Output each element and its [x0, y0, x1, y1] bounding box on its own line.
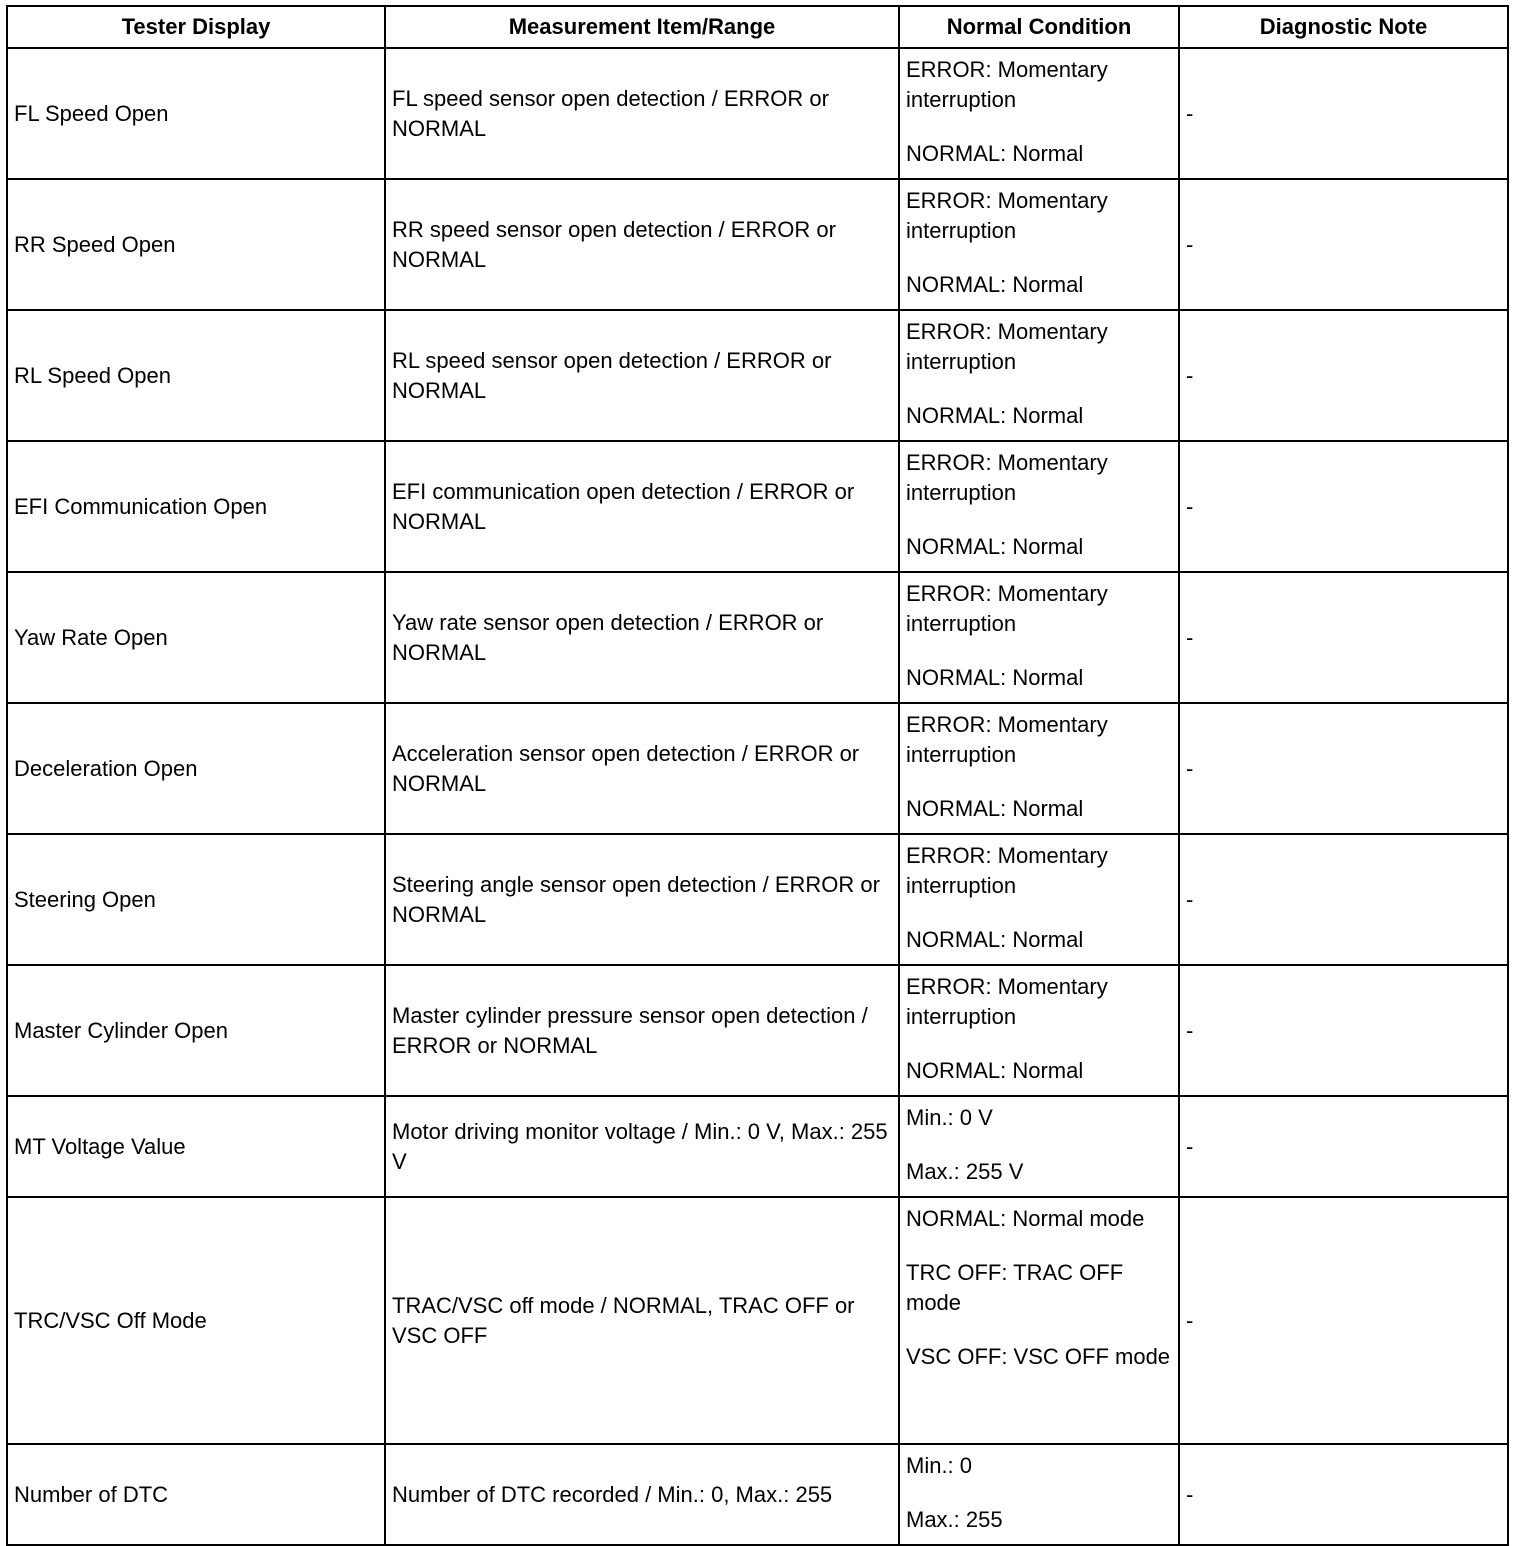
condition-line: NORMAL: Normal [906, 665, 1084, 690]
measurement-item-cell: Motor driving monitor voltage / Min.: 0 V, Max.: 255 V [385, 1096, 899, 1197]
tester-display-cell: Steering Open [7, 834, 385, 965]
condition-line: ERROR: Momentary interruption [906, 188, 1108, 243]
diagnostic-note-cell: - [1179, 1197, 1508, 1444]
condition-line: NORMAL: Normal [906, 796, 1084, 821]
normal-condition-cell [899, 441, 1179, 572]
diagnostic-note-cell: - [1179, 48, 1508, 179]
diagnostic-note-cell: - [1179, 572, 1508, 703]
tester-display-cell: FL Speed Open [7, 48, 385, 179]
header-normal-condition: Normal Condition [899, 6, 1179, 48]
header-diagnostic-note: Diagnostic Note [1179, 6, 1508, 48]
condition-line: Min.: 0 [906, 1453, 973, 1478]
table-row [7, 572, 1508, 703]
measurement-item-cell: TRAC/VSC off mode / NORMAL, TRAC OFF or VSC OFF [385, 1197, 899, 1444]
tester-display-cell: RL Speed Open [7, 310, 385, 441]
diagnostic-note-cell: - [1179, 703, 1508, 834]
tester-display-cell: Yaw Rate Open [7, 572, 385, 703]
table-row [7, 834, 1508, 965]
table-row [7, 1197, 1508, 1444]
header-measurement-item: Measurement Item/Range [385, 6, 899, 48]
condition-line: NORMAL: Normal [906, 141, 1084, 166]
normal-condition-cell [899, 834, 1179, 965]
condition-line: ERROR: Momentary interruption [906, 974, 1108, 1029]
data-list-table-wrapper [6, 5, 1509, 1546]
condition-line: ERROR: Momentary interruption [906, 581, 1108, 636]
normal-condition-cell [899, 572, 1179, 703]
condition-line: NORMAL: Normal mode [906, 1206, 1145, 1231]
condition-line: NORMAL: Normal [906, 534, 1084, 559]
condition-line: NORMAL: Normal [906, 403, 1084, 428]
diagnostic-note-cell: - [1179, 1444, 1508, 1545]
tester-display-cell: Deceleration Open [7, 703, 385, 834]
condition-line: VSC OFF: VSC OFF mode [906, 1344, 1171, 1369]
tester-display-cell: EFI Communication Open [7, 441, 385, 572]
condition-line: ERROR: Momentary interruption [906, 319, 1108, 374]
measurement-item-cell: RR speed sensor open detection / ERROR or NORMAL [385, 179, 899, 310]
diagnostic-note-cell: - [1179, 965, 1508, 1096]
diagnostic-note-cell: - [1179, 1096, 1508, 1197]
normal-condition-cell [899, 1444, 1179, 1545]
table-row [7, 441, 1508, 572]
condition-line: ERROR: Momentary interruption [906, 843, 1108, 898]
header-tester-display: Tester Display [7, 6, 385, 48]
condition-line: NORMAL: Normal [906, 927, 1084, 952]
table-row [7, 1444, 1508, 1545]
tester-display-cell: TRC/VSC Off Mode [7, 1197, 385, 1444]
tester-display-cell: Number of DTC [7, 1444, 385, 1545]
measurement-item-cell: EFI communication open detection / ERROR or NORMAL [385, 441, 899, 572]
condition-line: NORMAL: Normal [906, 1058, 1084, 1083]
measurement-item-cell: Master cylinder pressure sensor open detection / ERROR or NORMAL [385, 965, 899, 1096]
header-row [7, 6, 1508, 48]
data-list-table [6, 5, 1509, 1546]
tester-display-cell: Master Cylinder Open [7, 965, 385, 1096]
condition-line: ERROR: Momentary interruption [906, 712, 1108, 767]
normal-condition-cell [899, 179, 1179, 310]
table-row [7, 703, 1508, 834]
normal-condition-cell [899, 48, 1179, 179]
measurement-item-cell: Number of DTC recorded / Min.: 0, Max.: 255 [385, 1444, 899, 1545]
normal-condition-cell [899, 1197, 1179, 1444]
tester-display-cell: MT Voltage Value [7, 1096, 385, 1197]
table-row [7, 310, 1508, 441]
condition-line: Min.: 0 V [906, 1105, 993, 1130]
measurement-item-cell: RL speed sensor open detection / ERROR or NORMAL [385, 310, 899, 441]
normal-condition-cell [899, 965, 1179, 1096]
diagnostic-note-cell: - [1179, 310, 1508, 441]
diagnostic-note-cell: - [1179, 179, 1508, 310]
condition-line: ERROR: Momentary interruption [906, 450, 1108, 505]
normal-condition-cell [899, 703, 1179, 834]
condition-line: TRC OFF: TRAC OFF mode [906, 1260, 1124, 1315]
diagnostic-note-cell: - [1179, 441, 1508, 572]
table-row [7, 965, 1508, 1096]
normal-condition-cell [899, 1096, 1179, 1197]
condition-line: NORMAL: Normal [906, 272, 1084, 297]
measurement-item-cell: Acceleration sensor open detection / ERROR or NORMAL [385, 703, 899, 834]
table-row [7, 48, 1508, 179]
measurement-item-cell: FL speed sensor open detection / ERROR or NORMAL [385, 48, 899, 179]
tester-display-cell: RR Speed Open [7, 179, 385, 310]
table-row [7, 1096, 1508, 1197]
measurement-item-cell: Steering angle sensor open detection / ERROR or NORMAL [385, 834, 899, 965]
table-row [7, 179, 1508, 310]
condition-line: ERROR: Momentary interruption [906, 57, 1108, 112]
condition-line: Max.: 255 V [906, 1159, 1024, 1184]
condition-line: Max.: 255 [906, 1507, 1003, 1532]
measurement-item-cell: Yaw rate sensor open detection / ERROR or NORMAL [385, 572, 899, 703]
normal-condition-cell [899, 310, 1179, 441]
diagnostic-note-cell: - [1179, 834, 1508, 965]
